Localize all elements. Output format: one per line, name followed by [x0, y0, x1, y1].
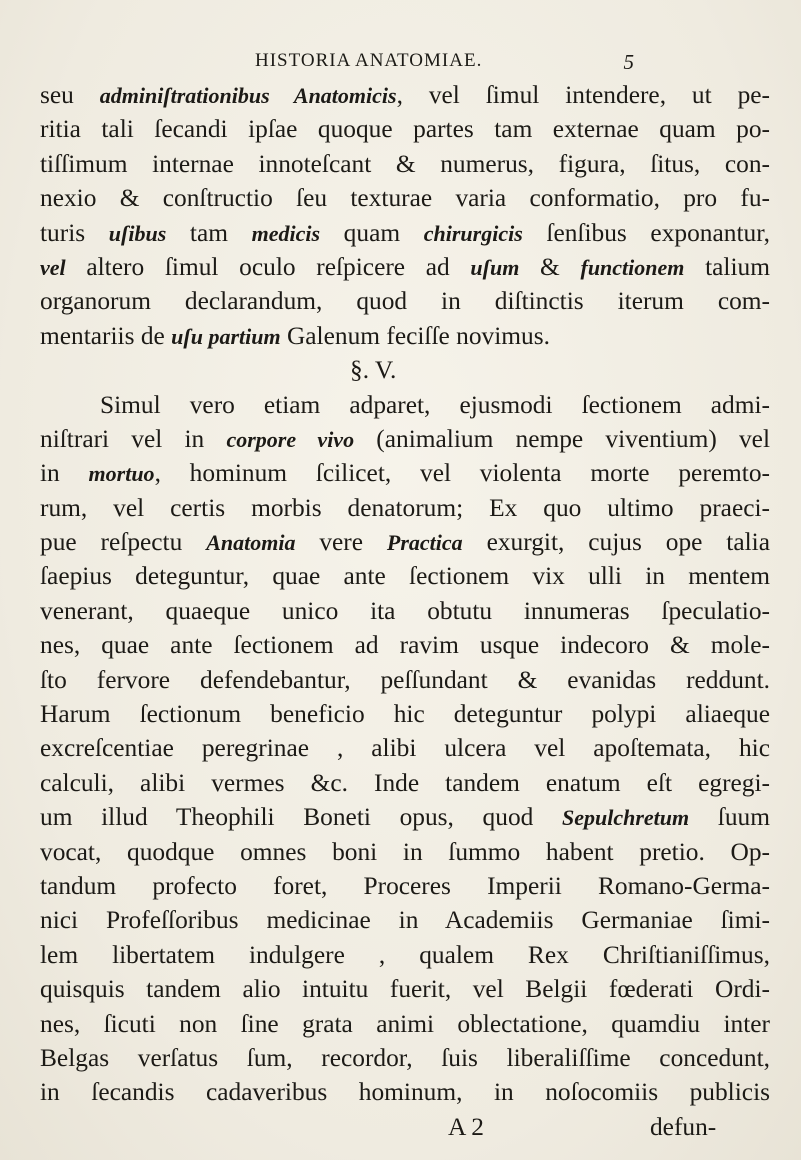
text-line: [40, 697, 770, 731]
text-line: [40, 766, 770, 800]
text-line: [40, 731, 770, 765]
text-run: seu: [40, 81, 100, 109]
text-line: [40, 869, 770, 903]
text-run: ſto fervore defendebantur, peſſundant & evanidas reddunt.: [40, 665, 770, 694]
text-run: in: [40, 459, 89, 488]
signature-mark: A 2: [448, 1112, 484, 1141]
text-run: nexio & conſtructio ſeu texturae varia conformatio, pro fu-: [40, 184, 770, 213]
text-line: [40, 594, 770, 628]
text-line: [40, 319, 770, 353]
text-run: ritia tali ſecandi ipſae quoque partes tam externae quam po-: [40, 115, 770, 144]
text-run: quisquis tandem alio intuitu fuerit, vel Belgii fœderati Ordi-: [40, 975, 770, 1004]
text-run: venerant, quaeque unico ita obtutu innumeras ſpeculatio-: [40, 596, 770, 625]
text-line: [40, 422, 770, 456]
running-title: HISTORIA ANATOMIAE.: [255, 50, 483, 71]
text-line: [40, 835, 770, 869]
text-line: [40, 216, 770, 250]
text-run: nes, quae ante ſectionem ad ravim usque indecoro & mole-: [40, 631, 770, 660]
text-run: vere: [295, 528, 387, 557]
text-line: [40, 903, 770, 937]
text-line: [40, 491, 770, 525]
text-line: [40, 1041, 770, 1075]
text-run: um illud Theophili Boneti opus, quod: [40, 803, 562, 832]
text-line: [40, 456, 770, 490]
text-run: tandum profecto foret, Proceres Imperii Romano-Germa-: [40, 871, 770, 900]
text-line: [40, 938, 770, 972]
text-line: [40, 972, 770, 1006]
italic-term: uſibus: [108, 220, 167, 246]
page-footer: [40, 1110, 770, 1144]
text-run: nici Profeſſoribus medicinae in Academiis Germaniae ſimi-: [40, 906, 770, 935]
text-run: Harum ſectionum beneficio hic deteguntur polypi aliaeque: [40, 700, 770, 729]
italic-term: medicis: [251, 220, 321, 246]
text-line: [40, 250, 770, 284]
text-run: excreſcentiae peregrinae , alibi ulcera vel apoſtemata, hic: [40, 734, 770, 763]
text-run: nes, ſicuti non ſine grata animi oblectatione, quamdiu inter: [40, 1009, 770, 1038]
text-run: ſaepius deteguntur, quae ante ſectionem vix ulli in mentem: [40, 562, 770, 591]
italic-term: uſum: [470, 254, 520, 280]
section-heading: §. V.: [350, 356, 397, 385]
text-run: organorum declarandum, quod in diſtinctis iterum com-: [40, 287, 770, 316]
text-run: calculi, alibi vermes &c. Inde tandem enatum eſt egregi-: [40, 768, 770, 797]
italic-term: vel: [40, 254, 66, 280]
text-run: altero ſimul oculo reſpicere ad: [65, 252, 471, 281]
text-run: Simul vero etiam adparet, ejusmodi ſectionem admi-: [100, 390, 770, 419]
text-run: pue reſpectu: [40, 528, 207, 557]
text-line: [40, 1007, 770, 1041]
text-line: [40, 559, 770, 593]
text-run: talium: [684, 252, 770, 281]
text-line: [40, 628, 770, 662]
paragraph-1: [40, 78, 770, 353]
italic-term: adminiſtrationibus Anatomicis: [99, 83, 397, 108]
text-run: in ſecandis cadaveribus hominum, in noſocomiis publicis: [40, 1078, 770, 1107]
italic-term: Sepulchretum: [562, 805, 690, 831]
text-line: [40, 1075, 770, 1109]
text-run: tam: [166, 218, 252, 247]
page-number: 5: [623, 50, 635, 74]
italic-term: Anatomia: [206, 530, 296, 556]
text-line: [40, 181, 770, 215]
text-line: [40, 147, 770, 181]
text-run: vocat, quodque omnes boni in ſummo habent pretio. Op-: [40, 837, 770, 866]
running-head: [255, 50, 635, 80]
text-run: , vel ſimul intendere, ut pe-: [396, 81, 770, 109]
text-line: [40, 525, 770, 559]
text-run: quam: [320, 218, 424, 247]
italic-term: chirurgicis: [423, 220, 523, 246]
text-run: tiſſimum internae innoteſcant & numerus, figura, ſitus, con-: [40, 149, 770, 178]
italic-term: uſu partium: [171, 323, 281, 349]
text-run: ſuum: [689, 803, 770, 832]
catchword: defun-: [649, 1112, 717, 1141]
text-line: [40, 663, 770, 697]
text-run: mentariis de: [40, 321, 172, 350]
paragraph-2: [40, 388, 770, 1110]
text-run: Belgas verſatus ſum, recordor, ſuis liberaliſſime concedunt,: [40, 1043, 770, 1072]
text-run: &: [519, 252, 581, 281]
text-run: Galenum feciſſe novimus.: [280, 321, 550, 350]
italic-term: Practica: [386, 530, 463, 556]
text-run: ſenſibus exponantur,: [522, 218, 770, 247]
italic-term: corpore vivo: [226, 426, 355, 452]
text-run: turis: [40, 218, 109, 247]
text-line: [40, 78, 770, 112]
text-line: [40, 284, 770, 318]
text-run: niſtrari vel in: [40, 424, 227, 453]
text-run: rum, vel certis morbis denatorum; Ex quo ultimo praeci-: [40, 493, 770, 522]
text-run: , hominum ſcilicet, vel violenta morte peremto-: [154, 459, 770, 488]
text-run: lem libertatem indulgere , qualem Rex Chriſtianiſſimus,: [40, 940, 770, 969]
text-line: [40, 112, 770, 146]
text-block: [40, 78, 770, 1144]
text-run: (animalium nempe viventium) vel: [354, 424, 770, 453]
text-run: exurgit, cujus ope talia: [462, 528, 770, 557]
text-line: [40, 800, 770, 834]
italic-term: mortuo: [88, 461, 155, 487]
italic-term: functionem: [580, 254, 685, 280]
text-line: [40, 388, 770, 422]
